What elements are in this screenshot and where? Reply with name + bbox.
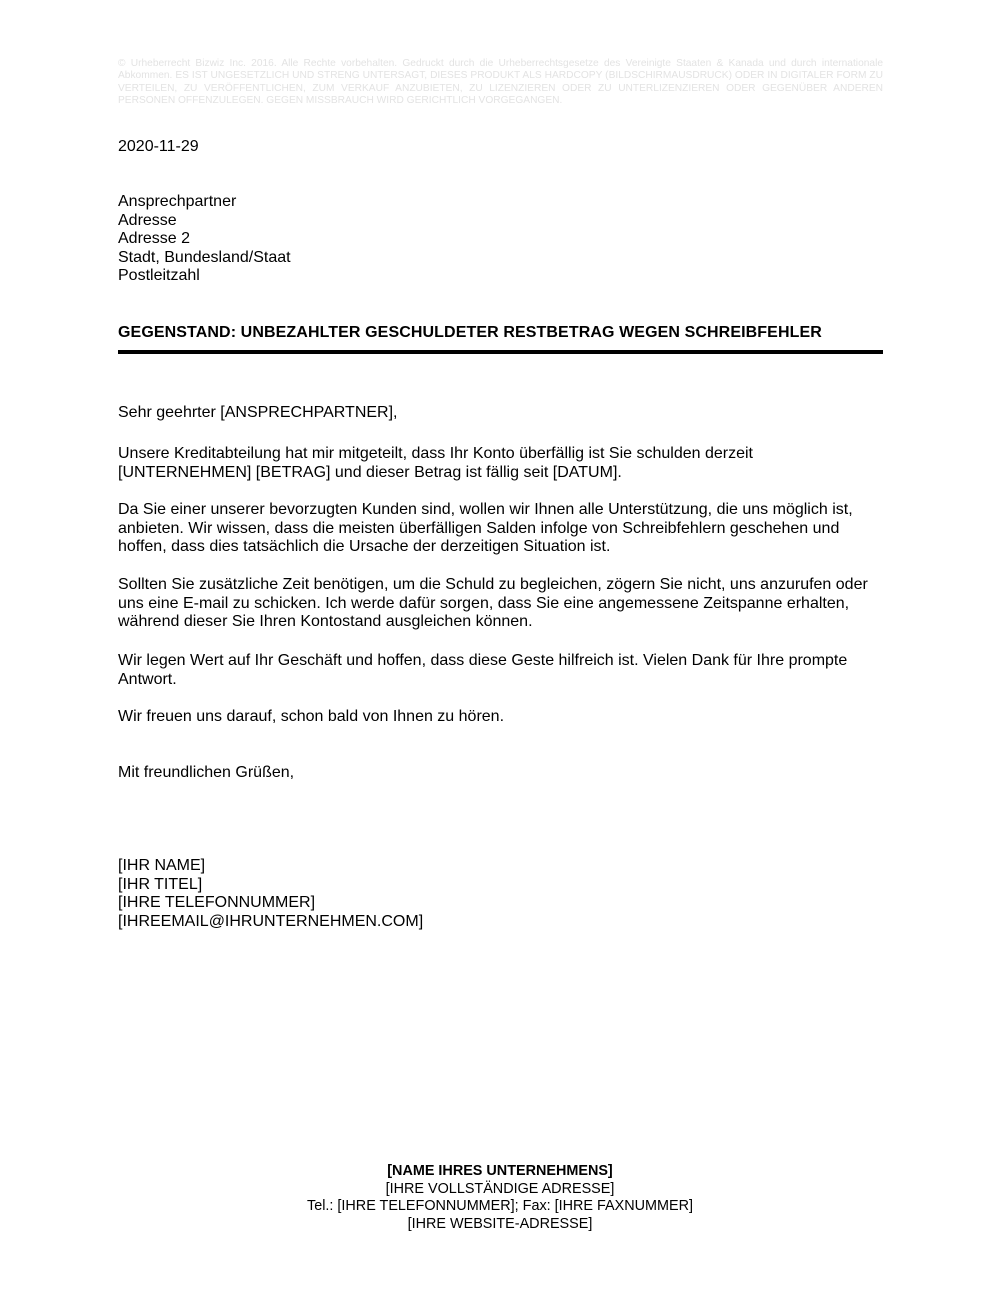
subject-divider — [118, 350, 883, 354]
recipient-address — [118, 193, 883, 286]
paragraph-4: Wir legen Wert auf Ihr Geschäft und hoffen, dass diese Geste hilfreich ist. Vielen Dank für Ihre prompte Antwort. — [118, 652, 848, 688]
footer-phone-fax: Tel.: [IHRE TELEFONNUMMER]; Fax: [IHRE FAXNUMMER] — [307, 1198, 693, 1214]
signature-title: [IHR TITEL] — [118, 875, 203, 893]
recipient-city-state: Stadt, Bundesland/Staat — [118, 248, 291, 266]
paragraph-5: Wir freuen uns darauf, schon bald von Ihnen zu hören. — [118, 708, 505, 725]
footer-company-name: [NAME IHRES UNTERNEHMENS] — [387, 1163, 613, 1179]
signature-name: [IHR NAME] — [118, 857, 206, 874]
footer-website: [IHRE WEBSITE-ADRESSE] — [407, 1215, 593, 1232]
paragraph-1: Unsere Kreditabteilung hat mir mitgeteilt, dass Ihr Konto überfällig ist Sie schulden derzeit [UNTERNEHMEN] [BETRAG] und dieser Betrag ist fällig seit [DATUM]. — [118, 445, 753, 481]
signature-phone: [IHRE TELEFONNUMMER] — [118, 894, 316, 912]
recipient-postal-code: Postleitzahl — [118, 267, 200, 285]
copyright-notice: © Urheberrecht Bizwiz Inc. 2016. Alle Rechte vorbehalten. Gedruckt durch die Urheberrechtsgesetze des Vereinigte Staaten & Kanada und durch internationale Abkommen. ES IST UNGESETZLICH UND STRENG UNTERSAGT, DIESES PRODUKT ALS HARDCOPY (BILDSCHIRMAUSDRUCK) ODER IN DIGITALER FORM ZU VERTEILEN, ZU VERÖFFENTLICHEN, ZUM VERKAUF ANZUBIETEN, ZU LIZENZIEREN ODER ZU UNTERLIZENZIEREN ODER GEGENÜBER ANDEREN PERSONEN OFFENZULEGEN. GEGEN MISSBRAUCH WIRD GERICHTLICH VORGEGANGEN. — [118, 58, 883, 107]
company-footer — [0, 1163, 1000, 1233]
footer-address: [IHRE VOLLSTÄNDIGE ADRESSE] — [385, 1180, 615, 1197]
signature-email: [IHREEMAIL@IHRUNTERNEHMEN.COM] — [118, 912, 424, 930]
paragraph-3: Sollten Sie zusätzliche Zeit benötigen, um die Schuld zu begleichen, zögern Sie nicht, uns anzurufen oder uns eine E-mail zu schicken. Ich werde dafür sorgen, dass Sie eine angemessene Zeitspanne erhalten, während dieser Sie Ihren Kontostand ausgleichen können. — [118, 576, 868, 631]
closing: Mit freundlichen Grüßen, — [118, 764, 295, 781]
letter-date: 2020-11-29 — [118, 138, 199, 155]
salutation: Sehr geehrter [ANSPRECHPARTNER], — [118, 404, 398, 421]
recipient-address-line-2: Adresse 2 — [118, 230, 191, 248]
recipient-address-line-1: Adresse — [118, 211, 177, 229]
signature-block — [118, 857, 883, 931]
recipient-contact: Ansprechpartner — [118, 193, 237, 210]
letter-subject: GEGENSTAND: UNBEZAHLTER GESCHULDETER RESTBETRAG WEGEN SCHREIBFEHLER — [118, 324, 822, 341]
paragraph-2: Da Sie einer unserer bevorzugten Kunden sind, wollen wir Ihnen alle Unterstützung, die uns möglich ist, anbieten. Wir wissen, dass die meisten überfälligen Salden infolge von Schreibfehlern geschehen und hoffen, dass dies tatsächlich die Ursache der derzeitigen Situation ist. — [118, 501, 853, 556]
